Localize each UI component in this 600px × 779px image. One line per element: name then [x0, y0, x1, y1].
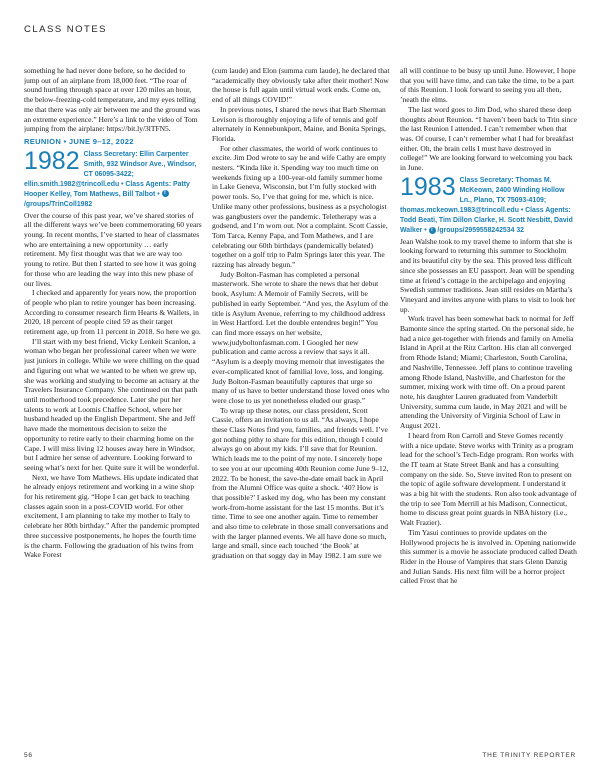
class-year: 1983	[400, 174, 456, 201]
publication-name: THE TRINITY REPORTER	[482, 752, 576, 759]
facebook-icon: f	[162, 190, 169, 197]
facebook-group-link[interactable]: /groups/TrinColl1982	[24, 200, 93, 208]
facebook-group-link[interactable]: /groups/2959558242534 32	[437, 226, 524, 234]
page-number: 56	[24, 752, 33, 759]
paragraph: The last word goes to Jim Dod, who shared these deep thoughts about Reunion. “I haven’t been back to Trin since the last Reunion I attended. I can’t remember when that was. Of course, I can’t remember what I had for breakfast either. Oh, the brain cells I must have destroyed in college!” We are looking forward to welcoming you back in June.	[400, 104, 577, 173]
column-3	[400, 66, 578, 746]
paragraph: (cum laude) and Elon (summa cum laude), he declared that “academically they obviously take after their mother! Now the house is full again until virtual work ends. Come on, end of all things COVID!”	[212, 66, 390, 105]
paragraph: Over the course of this past year, we’ve shared stories of all the different ways we’ve been commemorating 60 years young. In recent months, I’ve started to hear of classmates who are entertaining a new opportunity … early retirement. My first thought was that we are way too young to retire. But then I started to see how it was going for those who are leading the way into this new phase of our lives.	[24, 210, 202, 288]
paragraph: all will continue to be busy up until June. However, I hope that you will have time, and can take the time, to be a part of this Reunion. I look forward to seeing you all then, ’neath the elms.	[400, 66, 576, 105]
paragraph: Jean Walshe took to my travel theme to inform that she is looking forward to returning this summer to Stockholm and its beautiful city by the sea. This proved less difficult since she possesses an EU passport. Jean will be spending time at friend’s cottage in the archipelago and enjoying Swedish summer traditions. Jean still resides on Martha’s Vineyard and invites anyone with plans to visit to look her up.	[400, 236, 576, 314]
paragraph: For other classmates, the world of work continues to excite. Jim Dod wrote to say he and wife Cathy are empty nesters. “Kinda like it. Spending way too much time on weekends fixing up a 100-year-old family summer home in Lake Geneva, Wisconsin, but I’m fully stocked with power tools. So, I’ve that going for me, which is nice. Unlike many other professions, business as a psychologist was gangbusters over the pandemic. Teletherapy was a godsend, and I’m worn out. Not a complaint. Scott Cassie, Tom Tarca, Kenny Papa, and Tom Mathews, and I are celebrating our 60th birthdays (pandemically belated) together on a golf trip to Palm Springs later this year. The razzing has already begun.”	[212, 143, 388, 270]
paragraph: Next, we have Tom Mathews. His update indicated that he already enjoys retirement and working in a wine shop for his retirement gig. “Hope I can get back to teaching classes again soon in a post-COVID world. For other excitement, I am planning to take my mother to Italy to celebrate her 80th birthday.” After the pandemic prompted three successive postponements, he hopes the fourth time is the charm. Following the graduation of his twins from Wake Forest	[24, 472, 200, 560]
paragraph: something he had never done before, so he decided to jump out of an airplane from 18,000 feet. “The roar of sound hurtling through space at over 120 miles an hour, the below-freezing-cold temperature, and my eyes telling me that there was only air between me and the ground was an extreme experience.” Here’s a link to the video of Tom jumping from the airplane: https://bit.ly/3lTFN5.	[24, 66, 200, 134]
paragraph: To wrap up these notes, our class president, Scott Cassie, offers an invitation to us all. “As always, I hope these Class Notes find you, families, and friends well. I’ve got nothing pithy to share for this edition, though I could always go on about my kids. I’ll save that for Reunion. Which leads me to the point of my note. I sincerely hope to see you at our upcoming 40th Reunion come June 9–12, 2022. To be honest, the save-the-date email back in April from the Alumni Office was quite a shock. ‘40? How is that possible?’ I asked my dog, who has been my constant work-from-home assistant for the last 15 months. But it’s time. Time to see one another again. Time to remember and also time to celebrate in those small conversations and with the larger planned events. We all have done so much, large and small, since each touched ‘the Book’ at graduation on that soggy day in May 1982. I am sure we	[212, 405, 389, 561]
paragraph: I heard from Ron Carroll and Steve Gomes recently with a nice update. Steve works with Trinity as a program lead for the school’s Tech-Edge program. Ron works with the IT team at State Street Bank and has a consulting company on the side. So, Steve invited Ron to present on the topic of agile software development. I understand it was a big hit with the students. Ron also took advantage of the trip to see Tom Merrill at his Madison, Connecticut, home to discuss great point guards in NBA history (i.e., Walt Frazier).	[400, 430, 577, 528]
paragraph: Work travel has been somewhat back to normal for Jeff Bamonte since the spring started. On the personal side, he had a nice get-together with friends and family on Amelia Island in April at the Ritz Carlton. His clan all converged from Rhode Island; Miami; Charleston, South Carolina, and Nashville, Tennessee. Jeff plans to continue traveling among Rhode Island, Nashville, and Charleston for the summer, mixing work with time off. On a proud parent note, his daughter Lauren graduated from Vanderbilt University, summa cum laude, in May 2021 and will be attending the University of Virginia School of Law in August 2021.	[400, 314, 575, 431]
class-year-block	[400, 175, 578, 235]
class-secretary-info: Class Secretary: Thomas M. McKeown, 2400 Winding Hollow Ln., Plano, TX 75093-4109; thomas.mckeown.1983@trincoll.edu • Class Agents: Todd Beati, Tim Dillon Clarke, H. Scott Nesbitt, David Walker •	[400, 176, 573, 234]
facebook-icon: f	[429, 227, 436, 234]
paragraph: Tim Yasui continues to provide updates on the Hollywood projects he is involved in. Opening nationwide this summer is a movie he associate produced called Death Rider in the House of Vampires that stars Glenn Danzig and Julian Sands. His next film will be a horror project called Frost that he	[400, 527, 577, 586]
section-header: CLASS NOTES	[24, 24, 108, 35]
class-secretary-info: Class Secretary: Ellin Carpenter Smith, 932 Windsor Ave., Windsor, CT 06095-3422; ellin.smith.1982@trincoll.edu • Class Agents: Patty Hooper Kelley, Tom Mathews, Bill Talbot •	[24, 150, 197, 198]
reunion-banner: REUNION • JUNE 9–12, 2022	[24, 136, 134, 146]
column-2	[212, 66, 390, 746]
paragraph: In previous notes, I shared the news that Barb Sherman Levison is thoroughly enjoying a life of tennis and golf alternately in Kennebunkport, Maine, and Bonita Springs, Florida.	[212, 104, 386, 143]
paragraph: Judy Bolton-Fasman has completed a personal masterwork. She wrote to share the news that her debut book, Asylum: A Memoir of Family Secrets, will be published in early September. “And yes, the Asylum of the title is Asylum Avenue, referring to my childhood address in West Hartford. Let the double entendres begin!” You can find more essays on her website, www.judyboltonfasman.com. I Googled her new publication and came across a review that says it all. “Asylum is a deeply moving memoir that investigates the ever-complicated knot of familial love, loss, and longing. Judy Bolton-Fasman beautifully captures that urge so many of us have to better understand those loved ones who were close to us yet nonetheless eluded our grasp.”	[212, 269, 390, 405]
class-year-block	[24, 149, 202, 209]
paragraph: I checked and apparently for years now, the proportion of people who plan to retire younger has been increasing. According to consumer research firm Hearts & Wallets, in 2020, 18 percent of people cited 59 as their target retirement age, up from 11 percent in 2018. So here we go.	[24, 288, 201, 337]
column-1	[24, 66, 202, 746]
paragraph: I’ll start with my best friend, Vicky Lenkeit Scanlon, a woman who began her professional career when we were just juniors in college. While we were chilling on the quad and figuring out what we wanted to be when we grew up, she was working and studying to become an actuary at the Travelers Insurance Company. She continued on that path until motherhood took precedence. Later she put her talents to work at Loomis Chaffee School, where her husband headed up the English Department. She and Jeff have made the momentous decision to seize the opportunity to retire early to their charming home on the Cape. I will miss living 12 houses away here in Windsor, but I admire her sense of adventure. Looking forward to seeing what’s next for her. Quite sure it will be wonderful.	[24, 336, 200, 472]
class-year: 1982	[24, 148, 80, 175]
